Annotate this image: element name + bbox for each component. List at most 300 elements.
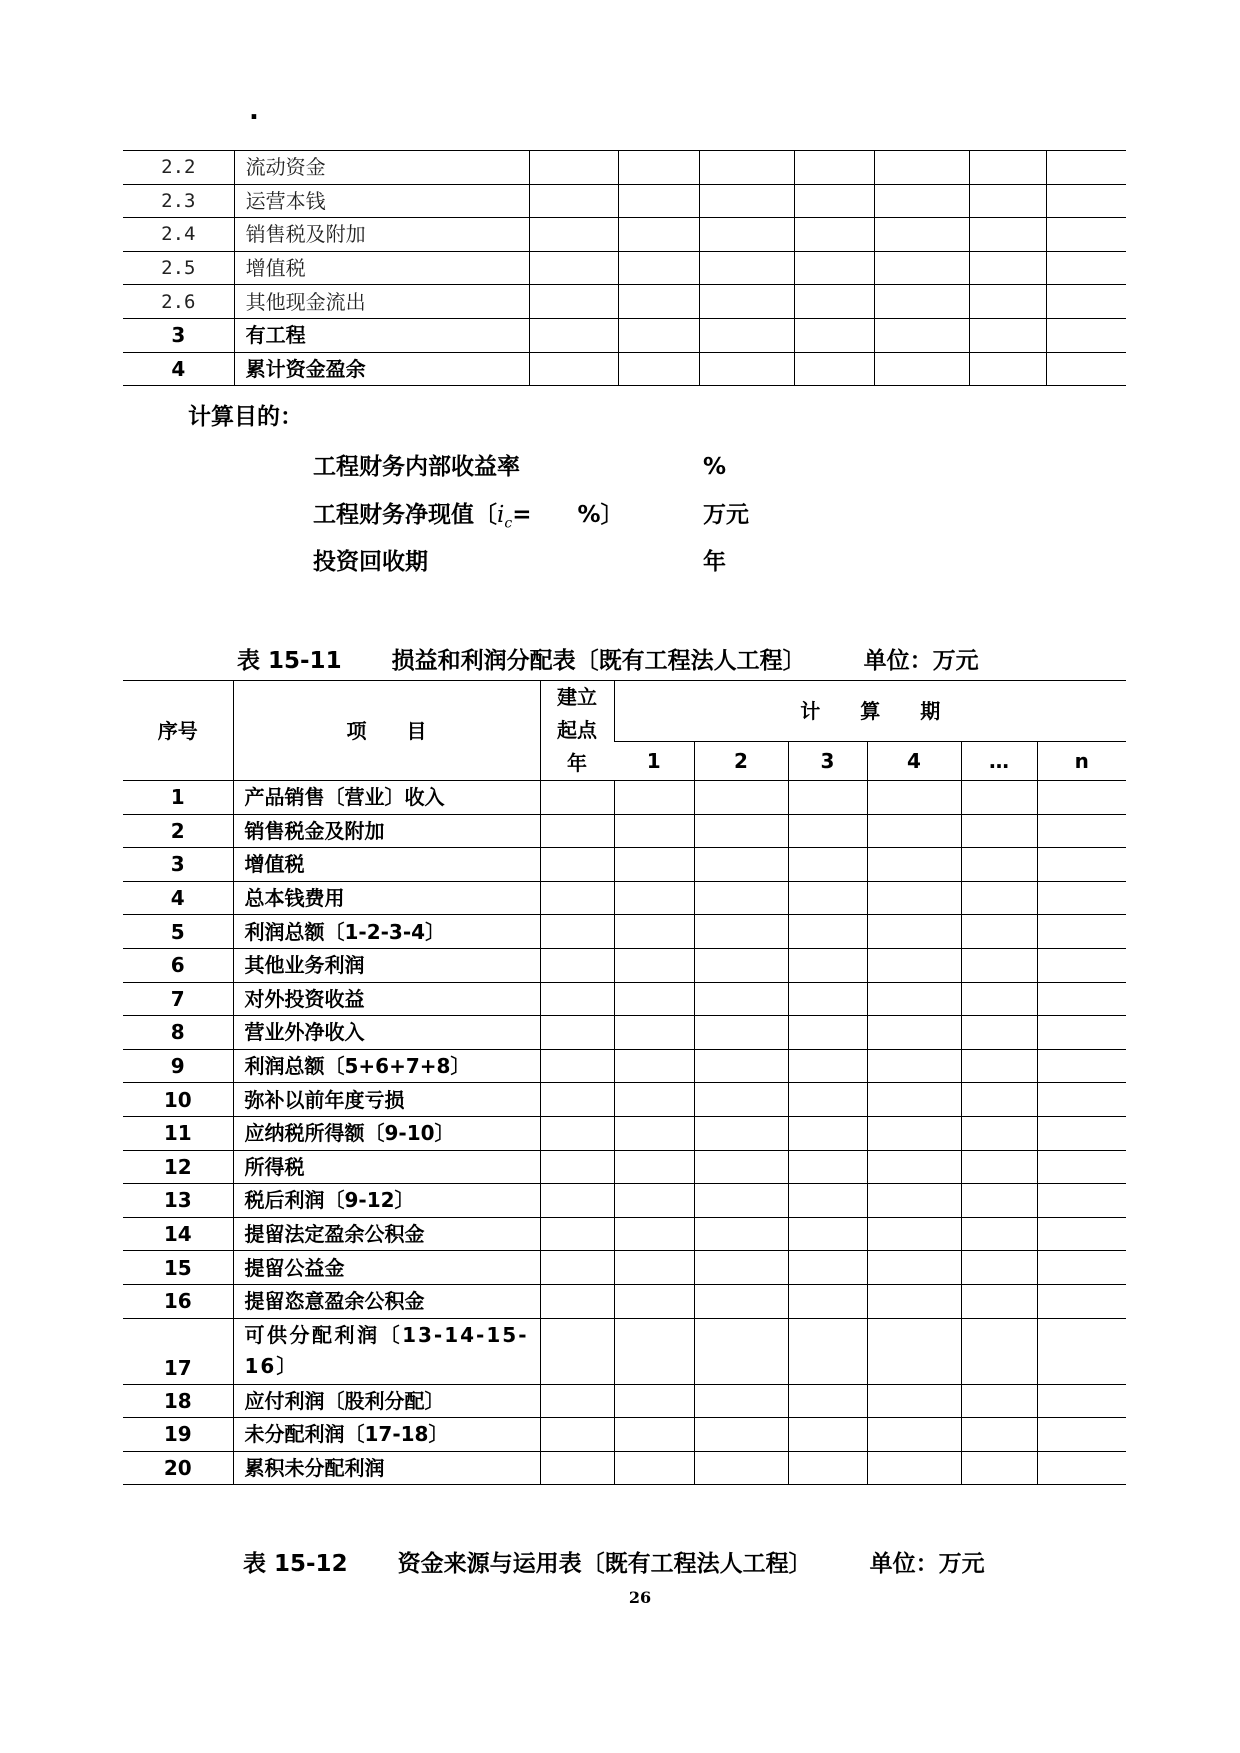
value-cell [788, 948, 867, 982]
value-cell [619, 218, 700, 252]
npv-line [313, 496, 749, 532]
table-row [123, 285, 1126, 319]
value-cell [795, 285, 875, 319]
row-item: 利润总额〔1-2-3-4〕 [233, 915, 540, 949]
value-cell [1046, 151, 1126, 185]
value-cell [614, 1016, 694, 1050]
table-row [123, 184, 1126, 218]
row-item: 增值税 [234, 251, 529, 285]
value-cell [1037, 915, 1126, 949]
value-cell [874, 251, 969, 285]
row-number: 2.6 [123, 285, 234, 319]
profit-loss-table [123, 680, 1126, 1485]
value-cell [694, 814, 788, 848]
table-row [123, 1418, 1126, 1452]
value-cell [788, 1418, 867, 1452]
payback-line [313, 543, 726, 576]
value-cell [867, 814, 961, 848]
period-header: … [961, 742, 1037, 781]
value-cell [961, 848, 1037, 882]
value-cell [614, 982, 694, 1016]
value-cell [867, 1418, 961, 1452]
value-cell [614, 881, 694, 915]
value-cell [788, 1150, 867, 1184]
caption-unit: 单位：万元 [869, 1551, 985, 1577]
value-cell [867, 848, 961, 882]
value-cell [619, 352, 700, 386]
row-item: 未分配利润〔17-18〕 [233, 1418, 540, 1452]
value-cell [540, 1251, 614, 1285]
value-cell [867, 1016, 961, 1050]
value-cell [614, 781, 694, 815]
value-cell [700, 352, 795, 386]
row-item: 对外投资收益 [233, 982, 540, 1016]
value-cell [969, 352, 1046, 386]
row-item: 增值税 [233, 848, 540, 882]
value-cell [614, 1150, 694, 1184]
value-cell [788, 915, 867, 949]
npv-unit: 万元 [703, 502, 749, 528]
value-cell [1037, 1083, 1126, 1117]
value-cell [961, 1384, 1037, 1418]
value-cell [540, 1384, 614, 1418]
npv-label: 工程财务净现值〔$i_c=$ %〕 [313, 502, 624, 532]
header-no: 序号 [123, 681, 233, 781]
value-cell [788, 1284, 867, 1318]
row-item: 应付利润〔股利分配〕 [233, 1384, 540, 1418]
value-cell [1037, 1318, 1126, 1384]
table-row [123, 1284, 1126, 1318]
value-cell [795, 318, 875, 352]
row-number: 2.4 [123, 218, 234, 252]
value-cell [540, 948, 614, 982]
value-cell [961, 1284, 1037, 1318]
value-cell [694, 1384, 788, 1418]
value-cell [788, 1251, 867, 1285]
value-cell [867, 915, 961, 949]
value-cell [614, 948, 694, 982]
value-cell [614, 1318, 694, 1384]
value-cell [961, 915, 1037, 949]
value-cell [867, 1284, 961, 1318]
table-row [123, 1116, 1126, 1150]
value-cell [867, 1083, 961, 1117]
table-15-12-caption [243, 1545, 985, 1578]
value-cell [788, 781, 867, 815]
value-cell [700, 184, 795, 218]
value-cell [529, 151, 619, 185]
row-number: 12 [123, 1150, 233, 1184]
value-cell [961, 1217, 1037, 1251]
value-cell [694, 1016, 788, 1050]
value-cell [1046, 184, 1126, 218]
caption-unit: 单位：万元 [863, 648, 979, 674]
table-row [123, 1318, 1126, 1384]
value-cell [874, 352, 969, 386]
table-row [123, 948, 1126, 982]
row-item: 提留法定盈余公积金 [233, 1217, 540, 1251]
table-row [123, 915, 1126, 949]
value-cell [961, 814, 1037, 848]
value-cell [1037, 1016, 1126, 1050]
row-number: 3 [123, 318, 234, 352]
value-cell [540, 1318, 614, 1384]
value-cell [867, 1184, 961, 1218]
table-row [123, 1049, 1126, 1083]
row-number: 16 [123, 1284, 233, 1318]
value-cell [1037, 1284, 1126, 1318]
table-row [123, 814, 1126, 848]
value-cell [874, 151, 969, 185]
value-cell [788, 881, 867, 915]
table-row [123, 848, 1126, 882]
payback-label: 投资回收期 [313, 549, 428, 575]
value-cell [969, 151, 1046, 185]
value-cell [614, 1284, 694, 1318]
value-cell [540, 1116, 614, 1150]
value-cell [540, 881, 614, 915]
table-row [123, 352, 1126, 386]
period-header: 2 [694, 742, 788, 781]
value-cell [540, 781, 614, 815]
value-cell [540, 1451, 614, 1485]
value-cell [694, 915, 788, 949]
period-header: n [1037, 742, 1126, 781]
row-item: 应纳税所得额〔9-10〕 [233, 1116, 540, 1150]
value-cell [619, 251, 700, 285]
value-cell [961, 982, 1037, 1016]
value-cell [795, 352, 875, 386]
row-number: 1 [123, 781, 233, 815]
value-cell [961, 781, 1037, 815]
value-cell [694, 1284, 788, 1318]
value-cell [788, 1116, 867, 1150]
value-cell [1046, 352, 1126, 386]
value-cell [867, 1251, 961, 1285]
row-number: 2 [123, 814, 233, 848]
value-cell [961, 881, 1037, 915]
value-cell [1037, 1418, 1126, 1452]
table-row [123, 1384, 1126, 1418]
value-cell [788, 1049, 867, 1083]
value-cell [700, 218, 795, 252]
table-row [123, 1150, 1126, 1184]
caption-number: 表 15-12 [243, 1551, 348, 1577]
row-number: 17 [123, 1318, 233, 1384]
value-cell [540, 982, 614, 1016]
value-cell [1037, 982, 1126, 1016]
row-item: 可供分配利润〔13-14-15-16〕 [233, 1318, 540, 1384]
table-row [123, 1451, 1126, 1485]
row-number: 13 [123, 1184, 233, 1218]
row-item: 提留恣意盈余公积金 [233, 1284, 540, 1318]
row-number: 2.3 [123, 184, 234, 218]
table-row [123, 881, 1126, 915]
row-number: 9 [123, 1049, 233, 1083]
value-cell [619, 318, 700, 352]
value-cell [619, 151, 700, 185]
value-cell [1037, 881, 1126, 915]
value-cell [614, 1049, 694, 1083]
row-item: 营业外净收入 [233, 1016, 540, 1050]
value-cell [1046, 285, 1126, 319]
value-cell [788, 1318, 867, 1384]
value-cell [867, 982, 961, 1016]
row-item: 流动资金 [234, 151, 529, 185]
value-cell [1037, 1451, 1126, 1485]
value-cell [540, 1016, 614, 1050]
value-cell [540, 1284, 614, 1318]
value-cell [961, 1016, 1037, 1050]
period-header: 4 [867, 742, 961, 781]
value-cell [788, 848, 867, 882]
page-marker-dot: . [249, 96, 259, 126]
value-cell [614, 848, 694, 882]
value-cell [795, 218, 875, 252]
value-cell [694, 1451, 788, 1485]
cash-flow-table-continuation [123, 150, 1126, 386]
table-row [123, 1251, 1126, 1285]
row-number: 14 [123, 1217, 233, 1251]
value-cell [540, 848, 614, 882]
row-item: 其他业务利润 [233, 948, 540, 982]
value-cell [694, 781, 788, 815]
value-cell [969, 318, 1046, 352]
value-cell [961, 1451, 1037, 1485]
value-cell [540, 1184, 614, 1218]
value-cell [795, 151, 875, 185]
value-cell [529, 218, 619, 252]
row-number: 6 [123, 948, 233, 982]
value-cell [874, 218, 969, 252]
row-item: 销售税金及附加 [233, 814, 540, 848]
row-number: 11 [123, 1116, 233, 1150]
value-cell [694, 982, 788, 1016]
row-item: 累积未分配利润 [233, 1451, 540, 1485]
value-cell [961, 948, 1037, 982]
value-cell [788, 1083, 867, 1117]
value-cell [694, 881, 788, 915]
header-item: 项 目 [233, 681, 540, 781]
value-cell [614, 814, 694, 848]
value-cell [614, 1083, 694, 1117]
row-item: 提留公益金 [233, 1251, 540, 1285]
row-number: 4 [123, 881, 233, 915]
value-cell [961, 1150, 1037, 1184]
value-cell [619, 184, 700, 218]
value-cell [614, 1418, 694, 1452]
value-cell [540, 915, 614, 949]
caption-number: 表 15-11 [237, 648, 342, 674]
row-number: 18 [123, 1384, 233, 1418]
row-number: 15 [123, 1251, 233, 1285]
table-row [123, 251, 1126, 285]
row-number: 4 [123, 352, 234, 386]
value-cell [529, 318, 619, 352]
value-cell [874, 285, 969, 319]
value-cell [614, 1217, 694, 1251]
value-cell [1046, 251, 1126, 285]
value-cell [788, 814, 867, 848]
row-item: 产品销售〔营业〕收入 [233, 781, 540, 815]
table-row [123, 1083, 1126, 1117]
value-cell [1037, 1251, 1126, 1285]
row-item: 总本钱费用 [233, 881, 540, 915]
value-cell [694, 1116, 788, 1150]
period-header: 1 [614, 742, 694, 781]
value-cell [961, 1083, 1037, 1117]
value-cell [540, 1418, 614, 1452]
value-cell [1037, 948, 1126, 982]
value-cell [961, 1418, 1037, 1452]
value-cell [867, 1217, 961, 1251]
row-item: 所得税 [233, 1150, 540, 1184]
value-cell [1037, 1116, 1126, 1150]
value-cell [1037, 814, 1126, 848]
value-cell [614, 915, 694, 949]
page-number: 26 [628, 1588, 652, 1607]
row-item: 税后利润〔9-12〕 [233, 1184, 540, 1218]
value-cell [788, 1384, 867, 1418]
value-cell [1037, 781, 1126, 815]
value-cell [1037, 1217, 1126, 1251]
caption-title: 资金来源与运用表〔既有工程法人工程〕 [397, 1551, 812, 1577]
row-item: 有工程 [234, 318, 529, 352]
value-cell [867, 881, 961, 915]
value-cell [694, 1150, 788, 1184]
value-cell [1037, 1049, 1126, 1083]
row-number: 19 [123, 1418, 233, 1452]
row-number: 3 [123, 848, 233, 882]
row-item: 销售税及附加 [234, 218, 529, 252]
value-cell [694, 948, 788, 982]
value-cell [867, 948, 961, 982]
value-cell [694, 1083, 788, 1117]
table-row [123, 781, 1126, 815]
value-cell [694, 1049, 788, 1083]
row-number: 5 [123, 915, 233, 949]
value-cell [788, 1016, 867, 1050]
value-cell [788, 1184, 867, 1218]
value-cell [795, 251, 875, 285]
value-cell [969, 184, 1046, 218]
value-cell [961, 1318, 1037, 1384]
table-15-11-caption [237, 642, 979, 675]
value-cell [614, 1251, 694, 1285]
irr-line [313, 448, 726, 481]
value-cell [694, 1184, 788, 1218]
value-cell [540, 1083, 614, 1117]
row-number: 2.5 [123, 251, 234, 285]
value-cell [529, 285, 619, 319]
table-row [123, 1184, 1126, 1218]
value-cell [529, 251, 619, 285]
value-cell [700, 318, 795, 352]
value-cell [529, 352, 619, 386]
value-cell [540, 1150, 614, 1184]
value-cell [614, 1384, 694, 1418]
value-cell [961, 1184, 1037, 1218]
value-cell [694, 848, 788, 882]
header-row [123, 681, 1126, 742]
header-base-year: 建立 起点 年 [540, 681, 614, 781]
value-cell [867, 1049, 961, 1083]
value-cell [614, 1184, 694, 1218]
value-cell [694, 1418, 788, 1452]
irr-unit: % [703, 454, 727, 480]
value-cell [969, 285, 1046, 319]
value-cell [795, 184, 875, 218]
value-cell [540, 814, 614, 848]
value-cell [788, 1217, 867, 1251]
table-row [123, 1217, 1126, 1251]
value-cell [867, 1150, 961, 1184]
payback-unit: 年 [703, 549, 726, 575]
value-cell [961, 1251, 1037, 1285]
value-cell [694, 1251, 788, 1285]
row-number: 20 [123, 1451, 233, 1485]
value-cell [1037, 1384, 1126, 1418]
row-item: 弥补以前年度亏损 [233, 1083, 540, 1117]
value-cell [969, 218, 1046, 252]
value-cell [1037, 1184, 1126, 1218]
value-cell [961, 1116, 1037, 1150]
table-row [123, 151, 1126, 185]
value-cell [1046, 318, 1126, 352]
value-cell [867, 1318, 961, 1384]
row-item: 累计资金盈余 [234, 352, 529, 386]
value-cell [788, 982, 867, 1016]
table-row [123, 218, 1126, 252]
value-cell [867, 781, 961, 815]
value-cell [540, 1049, 614, 1083]
row-number: 2.2 [123, 151, 234, 185]
purpose-title: 计算目的： [188, 404, 303, 430]
value-cell [529, 184, 619, 218]
value-cell [961, 1049, 1037, 1083]
value-cell [874, 318, 969, 352]
value-cell [700, 251, 795, 285]
header-period: 计 算 期 [614, 681, 1126, 742]
value-cell [619, 285, 700, 319]
period-header: 3 [788, 742, 867, 781]
irr-label: 工程财务内部收益率 [313, 454, 520, 480]
row-item: 利润总额〔5+6+7+8〕 [233, 1049, 540, 1083]
row-number: 10 [123, 1083, 233, 1117]
value-cell [1046, 218, 1126, 252]
value-cell [700, 151, 795, 185]
value-cell [1037, 1150, 1126, 1184]
table-row [123, 1016, 1126, 1050]
value-cell [867, 1384, 961, 1418]
caption-title: 损益和利润分配表〔既有工程法人工程〕 [391, 648, 806, 674]
value-cell [614, 1451, 694, 1485]
value-cell [874, 184, 969, 218]
value-cell [614, 1116, 694, 1150]
row-item: 其他现金流出 [234, 285, 529, 319]
value-cell [867, 1116, 961, 1150]
value-cell [694, 1318, 788, 1384]
row-item: 运营本钱 [234, 184, 529, 218]
value-cell [540, 1217, 614, 1251]
value-cell [867, 1451, 961, 1485]
value-cell [700, 285, 795, 319]
row-number: 7 [123, 982, 233, 1016]
value-cell [788, 1451, 867, 1485]
table-row [123, 318, 1126, 352]
value-cell [969, 251, 1046, 285]
value-cell [694, 1217, 788, 1251]
